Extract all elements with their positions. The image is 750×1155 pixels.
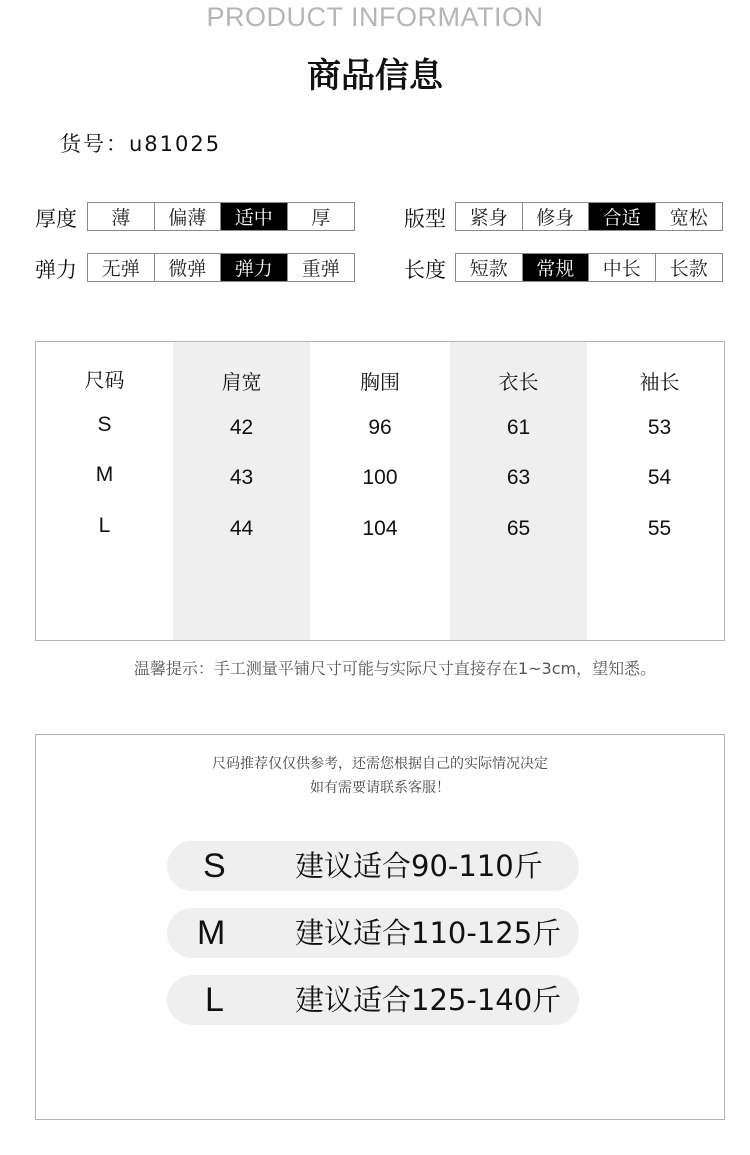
thickness-option: 偏薄	[155, 203, 222, 230]
table-cell: 42	[229, 416, 254, 439]
sleeve-column	[587, 342, 724, 640]
recommendation-size: L	[205, 981, 224, 1019]
table-header-shoulder: 肩宽	[221, 370, 262, 394]
table-cell: 63	[506, 466, 531, 489]
fit-option: 合适	[589, 203, 656, 230]
thickness-option: 厚	[311, 207, 331, 229]
recommendation-size: M	[197, 914, 226, 952]
elasticity-label: 弹力	[35, 258, 77, 282]
length-option: 常规	[523, 254, 590, 281]
fit-option: 紧身	[456, 203, 523, 230]
table-cell: 100	[362, 466, 398, 489]
elasticity-option: 重弹	[301, 258, 340, 280]
thickness-option: 薄	[88, 203, 155, 230]
table-header-sleeve: 袖长	[639, 370, 680, 394]
length-option: 中长	[589, 254, 656, 281]
page-title-en: PRODUCT INFORMATION	[206, 2, 544, 32]
size-recommendation	[35, 734, 725, 1120]
length-option: 短款	[456, 254, 523, 281]
size-table	[35, 341, 725, 641]
elasticity-option: 无弹	[88, 254, 155, 281]
table-cell: L	[98, 514, 111, 537]
fit-options	[455, 202, 723, 231]
table-cell: 96	[368, 416, 392, 439]
table-cell: 65	[506, 517, 531, 540]
table-cell: 53	[647, 416, 672, 439]
fit-option: 修身	[523, 203, 590, 230]
recommendation-size: S	[203, 847, 226, 885]
recommendation-weight: 建议适合125-140斤	[295, 983, 562, 1017]
recommendation-disclaimer: 尺码推荐仅仅供参考，还需您根据自己的实际情况决定	[212, 756, 548, 772]
elasticity-option: 弹力	[221, 254, 288, 281]
table-header-chest: 胸围	[360, 370, 400, 394]
page-title: 商品信息	[307, 56, 443, 96]
length-options	[455, 253, 723, 282]
size-column	[36, 342, 173, 640]
thickness-label: 厚度	[35, 207, 77, 231]
measurement-note: 温馨提示：手工测量平铺尺寸可能与实际尺寸直接存在1~3cm，望知悉。	[133, 659, 657, 678]
table-cell: 55	[647, 517, 672, 540]
length-label: 长度	[404, 258, 446, 282]
size-recommendation-item	[167, 841, 579, 891]
elasticity-option: 微弹	[155, 254, 222, 281]
table-cell: S	[97, 413, 112, 436]
shoulder-column	[173, 342, 310, 640]
table-cell: 61	[506, 416, 531, 439]
chest-column	[310, 342, 450, 640]
table-cell: M	[95, 463, 114, 486]
thickness-options	[87, 202, 355, 231]
table-cell: 54	[647, 466, 672, 489]
size-recommendation-item	[167, 908, 579, 958]
elasticity-options	[87, 253, 355, 282]
table-header-length: 衣长	[498, 370, 539, 394]
thickness-option: 适中	[221, 203, 288, 230]
table-header-size: 尺码	[84, 368, 125, 392]
table-cell: 44	[229, 517, 254, 540]
recommendation-weight: 建议适合110-125斤	[295, 916, 562, 950]
size-recommendation-item	[167, 975, 579, 1025]
table-cell: 43	[229, 466, 254, 489]
recommendation-contact: 如有需要请联系客服！	[310, 780, 450, 796]
item-number: 货号：u81025	[60, 132, 222, 156]
fit-option: 宽松	[669, 207, 708, 229]
recommendation-weight: 建议适合90-110斤	[295, 849, 543, 883]
table-cell: 104	[362, 517, 398, 540]
length-option: 长款	[669, 258, 708, 280]
length-column	[450, 342, 587, 640]
fit-label: 版型	[404, 207, 446, 231]
